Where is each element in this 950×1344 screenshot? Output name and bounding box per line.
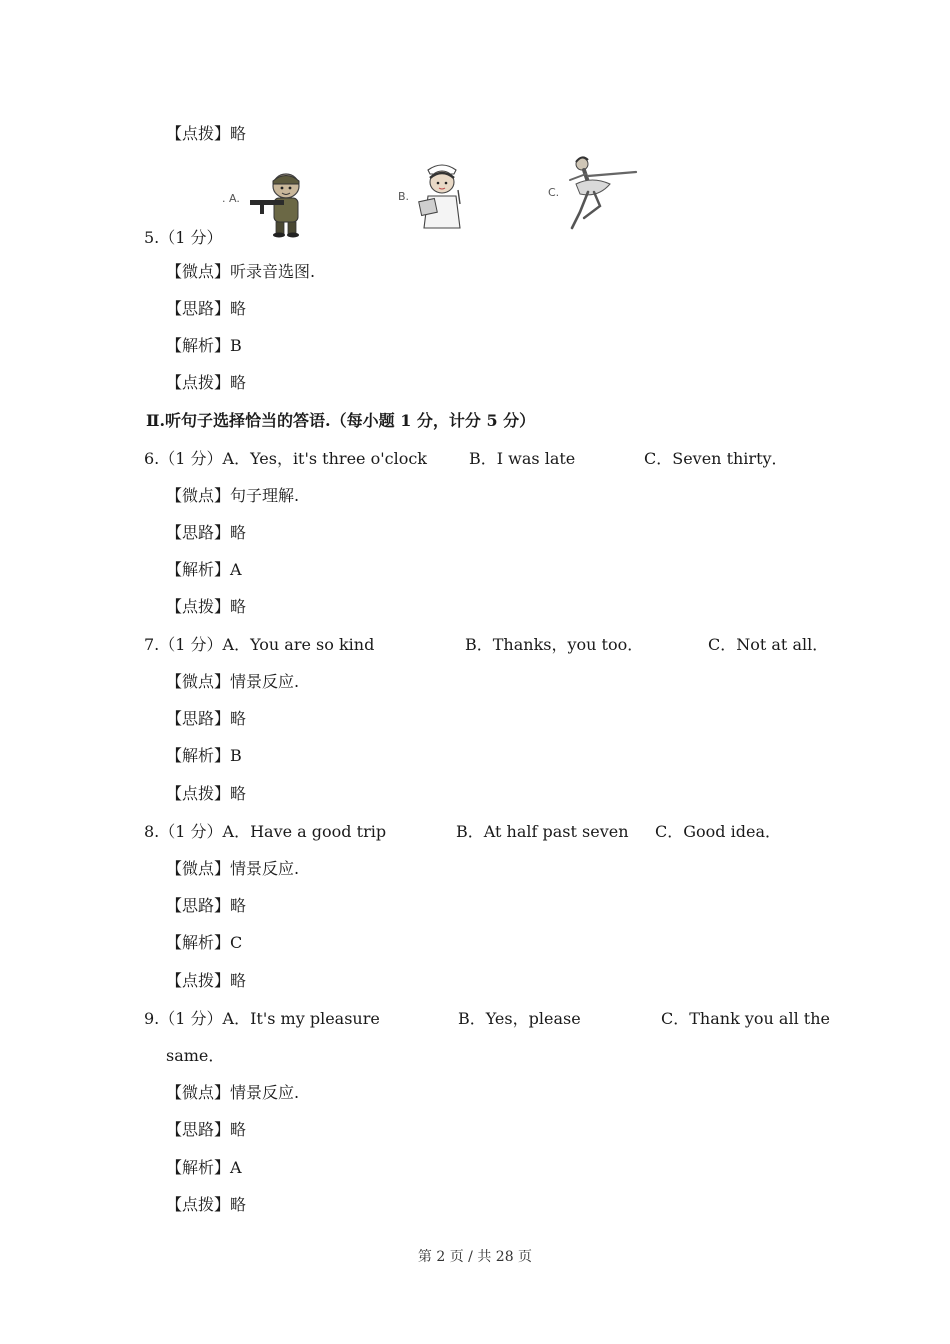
question-9-option-c: C．Thank you all the <box>661 1009 830 1028</box>
option-c-label: C. <box>548 186 560 199</box>
idea-line: 【思路】略 <box>166 523 247 542</box>
tip-line: 【点拨】略 <box>166 971 247 990</box>
question-7-option-c: C．Not at all． <box>708 635 829 654</box>
idea-line: 【思路】略 <box>166 896 247 915</box>
answer-line: 【解析】C <box>166 933 243 952</box>
micro-point-line: 【微点】情景反应. <box>166 1083 300 1102</box>
soldier-image <box>246 168 312 238</box>
question-6-option-c: C．Seven thirty． <box>644 449 788 468</box>
tip-line: 【点拨】略 <box>166 597 247 616</box>
option-a-label: . A. <box>222 192 240 205</box>
question-9-wrap: same． <box>166 1046 225 1065</box>
question-8-option-b: B．At half past seven <box>456 822 629 841</box>
idea-line: 【思路】略 <box>166 709 247 728</box>
section-title: Ⅱ.听句子选择恰当的答语.（每小题 1 分，计分 5 分） <box>146 411 536 430</box>
answer-line: 【解析】B <box>166 336 242 355</box>
option-b-label: B. <box>398 190 410 203</box>
answer-line: 【解析】B <box>166 746 242 765</box>
nurse-image <box>414 160 470 234</box>
dancer-image <box>564 154 642 232</box>
question-7-option-b: B．Thanks，you too． <box>465 635 644 654</box>
question-5-header: 5.（1 分） <box>144 228 223 247</box>
answer-line: 【解析】A <box>166 1158 242 1177</box>
tip-line: 【点拨】略 <box>166 124 247 143</box>
idea-line: 【思路】略 <box>166 1120 247 1139</box>
question-9-option-a: 9.（1 分）A．It's my pleasure <box>144 1009 380 1028</box>
micro-point-line: 【微点】情景反应. <box>166 672 300 691</box>
micro-point-line: 【微点】听录音选图. <box>166 262 316 281</box>
question-8-option-a: 8.（1 分）A．Have a good trip <box>144 822 387 841</box>
question-8-option-c: C．Good idea． <box>655 822 781 841</box>
page-footer: 第 2 页 / 共 28 页 <box>417 1249 533 1265</box>
answer-line: 【解析】A <box>166 560 242 579</box>
tip-line: 【点拨】略 <box>166 373 247 392</box>
micro-point-line: 【微点】情景反应. <box>166 859 300 878</box>
idea-line: 【思路】略 <box>166 299 247 318</box>
tip-line: 【点拨】略 <box>166 784 247 803</box>
micro-point-line: 【微点】句子理解. <box>166 486 300 505</box>
question-6-option-a: 6.（1 分）A．Yes，it's three o'clock <box>144 449 427 468</box>
tip-line: 【点拨】略 <box>166 1195 247 1214</box>
question-9-option-b: B．Yes，please <box>458 1009 581 1028</box>
question-6-option-b: B．I was late <box>469 449 576 468</box>
question-7-option-a: 7.（1 分）A．You are so kind <box>144 635 375 654</box>
